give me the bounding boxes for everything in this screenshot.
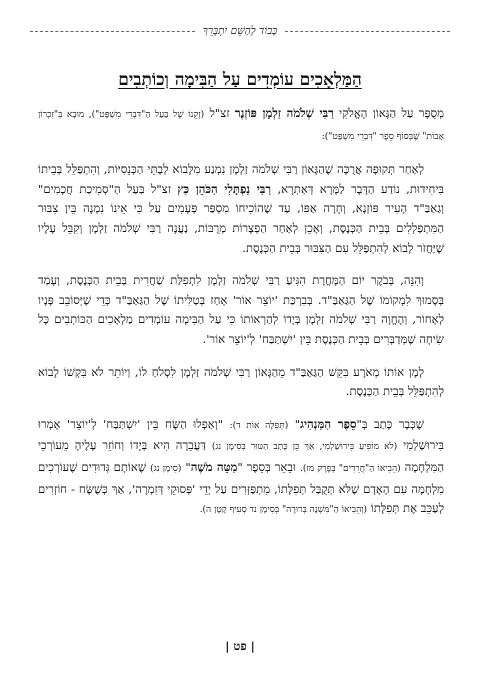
- running-header: [22, 24, 458, 38]
- paragraph-1: [38, 160, 444, 258]
- paragraph-4: [38, 415, 444, 521]
- p4-cite-5: (וְהֵבִיאוֹ הַ"מִּשְׁנָה בְּרוּרָה" בְּסִימָן נד סְעִיף קָטָן ה).: [199, 505, 368, 516]
- p4-text-e: וּבֵאֵר בְּסֵפֶר ": [237, 459, 296, 474]
- p1-text-a: לְאַחַר תְּקוּפָה אֲרֻכָּה שֶׁהַגָּאוֹן רַבִּי שְׁלֹמֹה זַלְמָן נִמְנַע מִלָּבוֹא לְבָתֵּי הַכְּנֵסִיּוֹת, וְהִתְפַּלֵּל בְּבֵיתוֹ בִּיחִידוּת, נוֹדַע הַדָּבָר לַמָּרָא דְּאַתְרָא,: [38, 162, 445, 196]
- running-header-text: כָּבוֹד לְהַשֵּׁם יִתְבָּרֵךְ: [202, 25, 278, 37]
- p4-text-f: ": [185, 459, 191, 474]
- p4-text-b: ": [294, 416, 301, 431]
- p4-text-d: דַּעֲבֵרָה הִיא בְּיָדוֹ וְחוֹזֵר עָלֶיהָ מֵעוֹרְכֵי הַמִּלְחָמָה: [38, 438, 445, 474]
- text-body: [38, 104, 444, 534]
- p4-cite-2: (לֹא מוֹפִיעַ בִּירוּשַׁלְמִי, אַךְ כֵּן כָּתַב הַטּוּר בְּסִימָן נג): [211, 442, 398, 453]
- p4-text-a: שֶׁכְּבָר כָּתַב בְּ": [356, 416, 425, 431]
- p1-text-c: זצ"ל בַּעַל הַ"סְמִיכַת חֲכָמִים" וְגַאַבַּ"ד הָעִיר פּוֹזְנָא, וְחָרָה אַפּוֹ, עַד שֶׁהוֹכִיחוֹ מִסְפַּר פְּעָמִים עַל כִּי אֵינוֹ נִמְנֶה בֵּין צִבּוּר הַמִּתְפַּלְלִים בְּבֵית הַכְּנֶסֶת, וְאָכֵן לְאַחַר הַפְצָרוֹת מְרֻבּוֹת, נַעֲנָה רַבִּי שְׁלֹמֹה זַלְמָן וְקִבֵּל עָלָיו שֶׁיַּחֲזֹר לָבוֹא לְהִתְפַּלֵּל עִם הַצִּבּוּר בְּבֵית הַכְּנֶסֶת.: [38, 181, 444, 255]
- p4-text-c: "וְאַפְלוּ הַשָּׂח בֵּין 'יִשְׁתַּבַּח' לְ'יוֹצֵר' אָמְרוּ בִּירוּשַׁלְמִי: [38, 416, 445, 453]
- p4-text-g: שֶׁאוֹתָם גְּדוּדִים שֶׁעוֹרְכִים מִלְחָמָה עִם הָאָדָם שֶׁלֹּא תְּקֻבַּל תְּפִלָּתוֹ, מִתְפַּזְּרִים עַל יְדֵי 'פְּסוּקֵי דְּזִמְרָה', אַךְ כְּשֶׁשָּׂח - חוֹזְרִים לְעַכֵּב אֶת תְּפִלָּתוֹ: [38, 459, 444, 516]
- header-rule-left: [30, 31, 195, 32]
- source-after-name: זצ"ל: [209, 106, 230, 120]
- sefer-hamanhig: סֵפֶר הַמַּנְהִיג: [300, 416, 357, 431]
- chapter-title: הַמַּלְאָכִים עוֹמְדִים עַל הַבִּימָה וְכוֹתְבִים: [118, 70, 362, 90]
- p4-cite-4: (סִימָן נג): [150, 463, 182, 474]
- p4-cite-3: (הֵבִיאוֹ הַ"חֲרֵדִים" בְּפֶרֶק מז).: [299, 463, 401, 474]
- page-number: | פט |: [225, 639, 255, 653]
- source-lead: מְסֻפָּר עַל הַגָּאוֹן הָאֱלֹקִי: [339, 106, 445, 120]
- paragraph-2: וְהִנֵּה, בְּבֹקֶר יוֹם הַמָּחֳרָת הִגִּיעַ רַבִּי שְׁלֹמֹה זַלְמָן לִתְפִלַּת שַׁחֲרִית בְּבֵית הַכְּנֶסֶת, וְעָמַד בְּסָמוּךְ לִמְקוֹמוֹ שֶׁל הַגַּאַבַּ"ד. בְּבִרְכַּת 'יוֹצֵר אוֹר' אָחַז בְּטַלִּיתוֹ שֶׁל הַגַּאַבַּ"ד כְּדֵי שֶׁיְּסוֹבֵב פָּנָיו לְאָחוֹר, וְהֶחֱוָה רַבִּי שְׁלֹמֹה זַלְמָן בְּיָדוֹ לְהַרְאוֹתוֹ כִּי עַל הַבִּימָה עוֹמְדִים מַלְאָכִים הַכּוֹתְבִים כָּל שִׂיחָה שֶׁמְּדַבְּרִים בְּבֵית הַכְּנֶסֶת בֵּין 'יִשְׁתַּבַּח' לְ'יוֹצֵר אוֹר'.: [38, 273, 444, 346]
- source-citation: (זְקֵנוֹ שֶׁל בַּעַל הַ"דִּבְרֵי מִשְׁפָּט"), מוּבָא בְּ"זִכְרוֹן אָבוֹת" שֶׁבְּסוֹף סֵפֶר "דִּבְרֵי מִשְׁפָּט"):: [38, 110, 444, 142]
- paragraph-3: לְמָן אוֹתוֹ מְאֹרָע בִּקֵּשׁ הַגַּאַבַּ"ד מֵהַגָּאוֹן רַבִּי שְׁלֹמֹה זַלְמָן לִסְלֹחַ לוֹ, וְיוֹתֵר לֹא בִּקְשׁוֹ לָבוֹא לְהִתְפַּלֵּל בְּבֵית הַכְּנֶסֶת.: [38, 364, 444, 399]
- sefer-mateh-moshe: מַטֵּה מֹשֶׁה: [190, 459, 238, 474]
- p4-cite-1: (תְּפִלָּה אוֹת ד):: [229, 420, 289, 431]
- source-name: רַבִּי שְׁלֹמֹה זַלְמָן פּוֹזְנֶר: [234, 106, 334, 120]
- p1-bold-name: רַבִּי נַפְתָּלִי הַכֹּהֵן כַּץ: [177, 181, 272, 196]
- header-rule-right: [285, 31, 450, 32]
- source-paragraph: [38, 104, 444, 147]
